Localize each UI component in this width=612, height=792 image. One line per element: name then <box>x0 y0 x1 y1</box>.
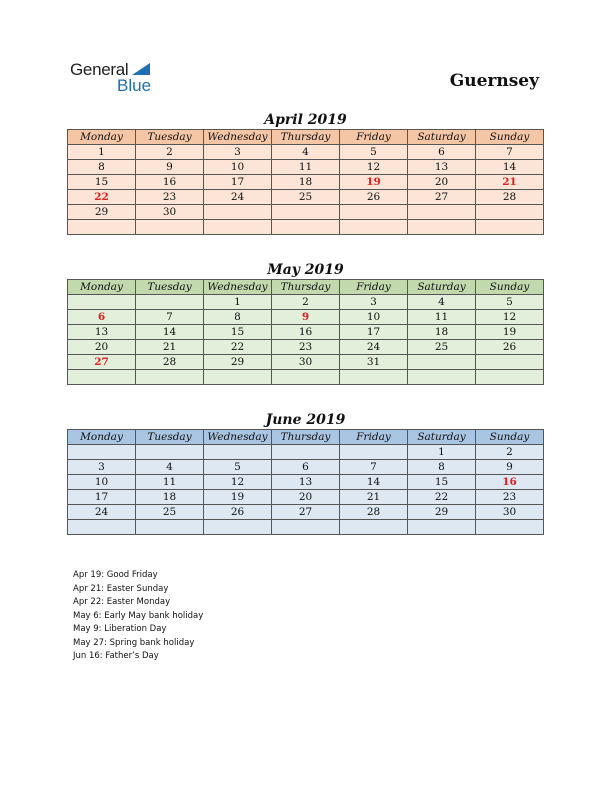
day-cell: 2 <box>136 145 204 160</box>
day-cell <box>408 220 476 235</box>
day-cell: 3 <box>68 460 136 475</box>
weekday-header: Sunday <box>476 130 544 145</box>
week-row <box>68 310 544 325</box>
weekday-header: Tuesday <box>136 430 204 445</box>
day-cell: 19 <box>204 490 272 505</box>
weekday-header: Saturday <box>408 280 476 295</box>
holiday-note: Apr 19: Good Friday <box>73 570 158 580</box>
day-cell <box>204 445 272 460</box>
week-row <box>68 205 544 220</box>
day-cell: 9 <box>136 160 204 175</box>
day-cell: 20 <box>408 175 476 190</box>
weekday-header: Thursday <box>272 130 340 145</box>
day-cell: 22 <box>204 340 272 355</box>
day-cell <box>272 370 340 385</box>
day-cell <box>476 520 544 535</box>
day-cell: 2 <box>476 445 544 460</box>
day-cell: 5 <box>340 145 408 160</box>
day-cell: 16 <box>476 475 544 490</box>
week-row <box>68 325 544 340</box>
weekday-header: Tuesday <box>136 280 204 295</box>
day-cell: 26 <box>204 505 272 520</box>
day-cell <box>68 370 136 385</box>
day-cell: 14 <box>136 325 204 340</box>
weekday-header: Monday <box>68 430 136 445</box>
weekday-header: Sunday <box>476 430 544 445</box>
weekday-header: Thursday <box>272 430 340 445</box>
weekday-header: Friday <box>340 280 408 295</box>
day-cell: 24 <box>68 505 136 520</box>
day-cell: 13 <box>68 325 136 340</box>
day-cell: 30 <box>476 505 544 520</box>
day-cell: 4 <box>408 295 476 310</box>
day-cell: 28 <box>136 355 204 370</box>
week-row <box>68 190 544 205</box>
day-cell: 24 <box>204 190 272 205</box>
week-row <box>68 145 544 160</box>
day-cell: 8 <box>204 310 272 325</box>
day-cell: 13 <box>272 475 340 490</box>
day-cell: 18 <box>272 175 340 190</box>
holiday-note: May 27: Spring bank holiday <box>73 637 195 648</box>
day-cell: 6 <box>68 310 136 325</box>
weekday-header: Monday <box>68 280 136 295</box>
day-cell <box>136 520 204 535</box>
day-cell: 15 <box>408 475 476 490</box>
week-row <box>68 460 544 475</box>
day-cell <box>408 205 476 220</box>
day-cell <box>272 520 340 535</box>
month-may <box>67 261 544 385</box>
day-cell: 16 <box>136 175 204 190</box>
day-cell: 30 <box>272 355 340 370</box>
month-april <box>67 111 544 235</box>
day-cell: 6 <box>408 145 476 160</box>
logo-triangle-icon <box>132 63 150 75</box>
day-cell: 7 <box>340 460 408 475</box>
week-row <box>68 160 544 175</box>
day-cell <box>408 355 476 370</box>
day-cell <box>68 220 136 235</box>
day-cell: 17 <box>340 325 408 340</box>
weekday-header: Friday <box>340 430 408 445</box>
day-cell <box>136 295 204 310</box>
weekday-header: Wednesday <box>204 280 272 295</box>
weekday-header-row <box>68 130 544 145</box>
day-cell: 21 <box>476 175 544 190</box>
day-cell: 10 <box>340 310 408 325</box>
holiday-note: May 9: Liberation Day <box>73 624 167 634</box>
logo <box>70 60 170 96</box>
day-cell: 8 <box>68 160 136 175</box>
day-cell: 28 <box>340 505 408 520</box>
country-title: Guernsey <box>449 71 539 91</box>
day-cell: 28 <box>476 190 544 205</box>
day-cell: 3 <box>340 295 408 310</box>
weekday-header: Wednesday <box>204 430 272 445</box>
day-cell: 12 <box>476 310 544 325</box>
day-cell: 17 <box>204 175 272 190</box>
week-row <box>68 340 544 355</box>
day-cell <box>272 220 340 235</box>
day-cell <box>68 520 136 535</box>
day-cell: 31 <box>340 355 408 370</box>
day-cell: 26 <box>476 340 544 355</box>
day-cell: 21 <box>340 490 408 505</box>
day-cell: 27 <box>408 190 476 205</box>
day-cell <box>204 205 272 220</box>
week-row <box>68 490 544 505</box>
day-cell: 17 <box>68 490 136 505</box>
week-row <box>68 370 544 385</box>
holiday-note: May 6: Early May bank holiday <box>73 610 204 621</box>
day-cell: 23 <box>136 190 204 205</box>
day-cell: 20 <box>272 490 340 505</box>
day-cell: 8 <box>408 460 476 475</box>
day-cell: 1 <box>68 145 136 160</box>
day-cell: 11 <box>408 310 476 325</box>
calendar-table <box>67 279 544 385</box>
day-cell: 23 <box>476 490 544 505</box>
weekday-header: Thursday <box>272 280 340 295</box>
weekday-header-row <box>68 430 544 445</box>
day-cell: 26 <box>340 190 408 205</box>
day-cell: 12 <box>340 160 408 175</box>
day-cell: 29 <box>408 505 476 520</box>
day-cell: 21 <box>136 340 204 355</box>
day-cell: 4 <box>136 460 204 475</box>
day-cell <box>204 520 272 535</box>
day-cell: 29 <box>68 205 136 220</box>
day-cell <box>204 370 272 385</box>
day-cell: 19 <box>476 325 544 340</box>
day-cell: 1 <box>204 295 272 310</box>
week-row <box>68 355 544 370</box>
calendar-table <box>67 129 544 235</box>
weekday-header: Saturday <box>408 130 476 145</box>
day-cell: 5 <box>476 295 544 310</box>
day-cell: 2 <box>272 295 340 310</box>
month-title: April 2019 <box>264 112 347 128</box>
day-cell: 27 <box>68 355 136 370</box>
holiday-note: Jun 16: Father’s Day <box>73 651 159 661</box>
day-cell: 30 <box>136 205 204 220</box>
month-june <box>67 411 544 535</box>
week-row <box>68 220 544 235</box>
weekday-header: Sunday <box>476 280 544 295</box>
logo-text-blue: Blue <box>117 76 152 95</box>
day-cell <box>340 370 408 385</box>
week-row <box>68 475 544 490</box>
day-cell <box>272 205 340 220</box>
day-cell: 5 <box>204 460 272 475</box>
day-cell: 11 <box>272 160 340 175</box>
day-cell: 25 <box>136 505 204 520</box>
day-cell: 6 <box>272 460 340 475</box>
weekday-header: Monday <box>68 130 136 145</box>
day-cell <box>68 445 136 460</box>
logo-text-general: General <box>70 60 129 79</box>
day-cell: 16 <box>272 325 340 340</box>
day-cell <box>476 220 544 235</box>
day-cell: 14 <box>340 475 408 490</box>
weekday-header-row <box>68 280 544 295</box>
week-row <box>68 175 544 190</box>
holiday-note: Apr 21: Easter Sunday <box>73 583 169 594</box>
day-cell <box>476 205 544 220</box>
day-cell: 24 <box>340 340 408 355</box>
day-cell: 18 <box>408 325 476 340</box>
day-cell <box>136 370 204 385</box>
day-cell: 12 <box>204 475 272 490</box>
day-cell: 15 <box>204 325 272 340</box>
day-cell: 13 <box>408 160 476 175</box>
day-cell <box>340 205 408 220</box>
weekday-header: Saturday <box>408 430 476 445</box>
day-cell: 7 <box>476 145 544 160</box>
month-title: May 2019 <box>267 262 344 278</box>
week-row <box>68 445 544 460</box>
holiday-note: Apr 22: Easter Monday <box>73 597 171 607</box>
day-cell: 22 <box>408 490 476 505</box>
day-cell: 10 <box>68 475 136 490</box>
day-cell: 25 <box>408 340 476 355</box>
day-cell: 25 <box>272 190 340 205</box>
day-cell: 27 <box>272 505 340 520</box>
day-cell <box>136 220 204 235</box>
day-cell <box>68 295 136 310</box>
day-cell: 3 <box>204 145 272 160</box>
week-row <box>68 520 544 535</box>
weekday-header: Tuesday <box>136 130 204 145</box>
day-cell: 9 <box>272 310 340 325</box>
day-cell <box>340 220 408 235</box>
week-row <box>68 505 544 520</box>
day-cell <box>204 220 272 235</box>
day-cell <box>340 520 408 535</box>
week-row <box>68 295 544 310</box>
day-cell: 23 <box>272 340 340 355</box>
day-cell: 20 <box>68 340 136 355</box>
day-cell <box>340 445 408 460</box>
day-cell: 29 <box>204 355 272 370</box>
day-cell <box>408 370 476 385</box>
day-cell: 9 <box>476 460 544 475</box>
weekday-header: Wednesday <box>204 130 272 145</box>
day-cell: 14 <box>476 160 544 175</box>
holiday-notes <box>73 569 203 664</box>
calendar-table <box>67 429 544 535</box>
weekday-header: Friday <box>340 130 408 145</box>
day-cell <box>136 445 204 460</box>
day-cell: 19 <box>340 175 408 190</box>
day-cell: 4 <box>272 145 340 160</box>
day-cell <box>272 445 340 460</box>
day-cell: 7 <box>136 310 204 325</box>
day-cell: 10 <box>204 160 272 175</box>
day-cell: 22 <box>68 190 136 205</box>
month-title: June 2019 <box>265 412 346 428</box>
day-cell: 1 <box>408 445 476 460</box>
day-cell <box>476 370 544 385</box>
day-cell: 11 <box>136 475 204 490</box>
day-cell: 15 <box>68 175 136 190</box>
day-cell <box>476 355 544 370</box>
day-cell <box>408 520 476 535</box>
day-cell: 18 <box>136 490 204 505</box>
